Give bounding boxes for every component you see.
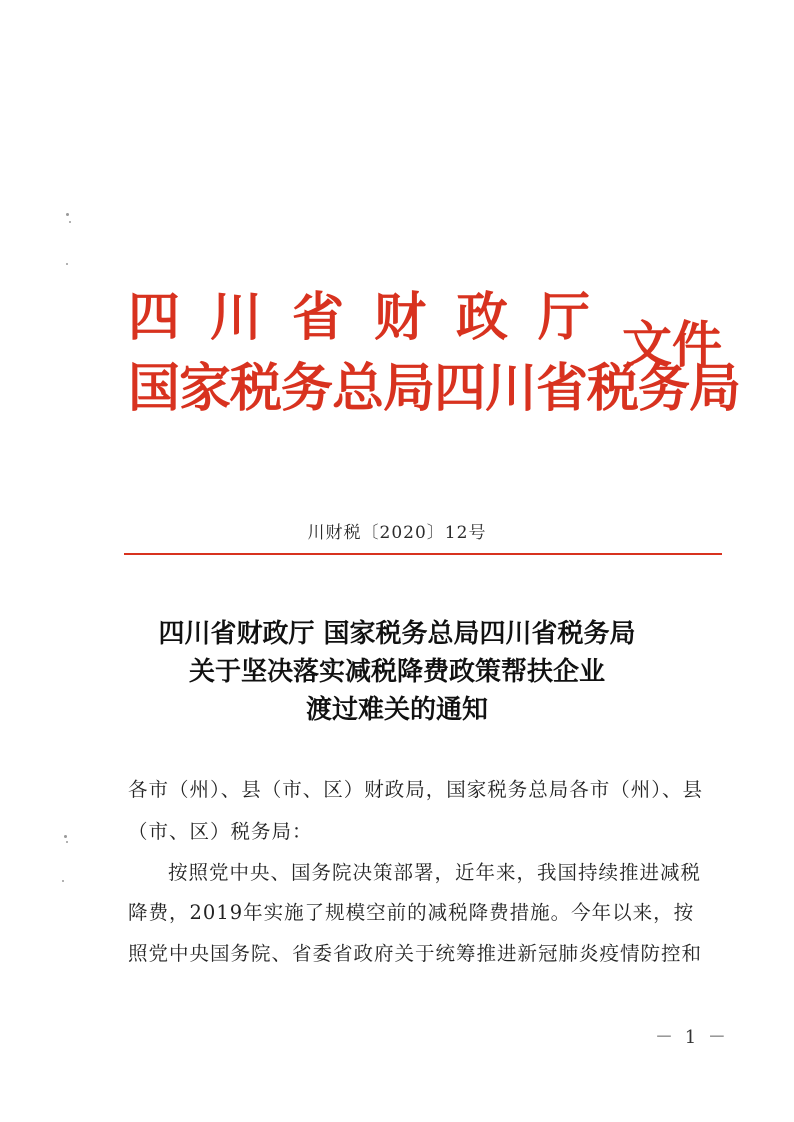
- body-text-line: （市、区）税务局：: [128, 820, 313, 843]
- title-line3: 渡过难关的通知: [305, 695, 488, 725]
- binding-mark: [69, 221, 71, 223]
- body-text-line: 降费，2019年实施了规模空前的减税降费措施。今年以来，按: [128, 901, 695, 924]
- binding-mark: [66, 841, 68, 843]
- binding-mark: [66, 213, 69, 216]
- issuer-name-line2: 国家税务总局四川省税务局: [128, 359, 741, 419]
- body-text-line: 按照党中央、国务院决策部署，近年来，我国持续推进减税: [168, 861, 702, 884]
- body-text-line: 各市（州）、县（市、区）财政局，国家税务总局各市（州）、县: [128, 778, 704, 801]
- document-number: 川财税〔2020〕12号: [307, 523, 487, 543]
- binding-mark: [62, 880, 64, 882]
- title-line1: 四川省财政厅 国家税务总局四川省税务局: [158, 619, 636, 649]
- body-text-line: 照党中央国务院、省委省政府关于统筹推进新冠肺炎疫情防控和: [128, 942, 703, 965]
- page-number: － 1 －: [655, 1027, 729, 1048]
- title-line2: 关于坚决落实减税降费政策帮扶企业: [188, 657, 605, 687]
- red-divider: [124, 553, 722, 555]
- binding-mark: [64, 835, 67, 838]
- document-type-label: 文件: [622, 316, 722, 374]
- issuer-name-line1: 四川省财政厅: [128, 288, 621, 348]
- binding-mark: [66, 263, 68, 265]
